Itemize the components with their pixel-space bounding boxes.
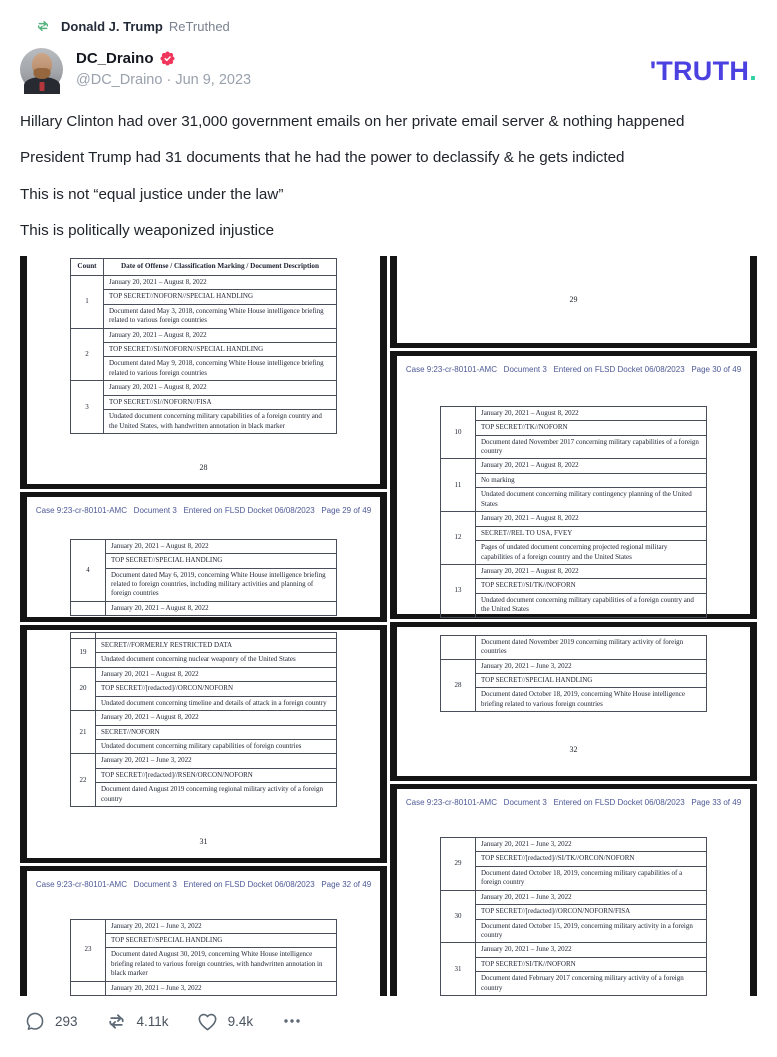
table-row xyxy=(441,674,707,688)
row-text: TOP SECRET//[redacted]//ORCON/NOFORN xyxy=(96,682,337,696)
post-paragraph: Hillary Clinton had over 31,000 government emails on her private email server & nothing happened xyxy=(20,113,685,130)
row-text: Undated document concerning military capabilities of a foreign country and the United States, with handwritten annotation in black marker xyxy=(104,410,337,434)
indictment-table xyxy=(440,635,707,713)
page-number: 28 xyxy=(199,462,208,472)
table-row xyxy=(71,981,337,995)
table-row xyxy=(441,541,707,565)
table-row xyxy=(71,568,337,601)
table-row xyxy=(441,579,707,593)
count-cell: 21 xyxy=(71,711,96,754)
count-cell: 20 xyxy=(71,667,96,710)
table-row xyxy=(441,943,707,957)
count-cell xyxy=(71,981,106,995)
count-cell: 13 xyxy=(441,564,476,617)
row-text: SECRET//FORMERLY RESTRICTED DATA xyxy=(96,638,337,652)
post-paragraph: This is not “equal justice under the law” xyxy=(20,185,284,203)
table-row xyxy=(71,667,337,681)
retruther-name: Donald J. Trump xyxy=(61,18,163,34)
row-text: TOP SECRET//SPECIAL HANDLING xyxy=(106,933,337,947)
row-text: No marking xyxy=(476,473,707,487)
document-image-l4[interactable] xyxy=(20,866,387,997)
table-row xyxy=(71,725,337,739)
retruth-button[interactable] xyxy=(105,1010,169,1033)
table-row xyxy=(71,290,337,304)
row-text: TOP SECRET//TK//NOFORN xyxy=(476,421,707,435)
row-text: TOP SECRET//SI//NOFORN//SPECIAL HANDLING xyxy=(104,343,337,357)
avatar[interactable] xyxy=(20,48,63,91)
retruth-count: 4.11k xyxy=(136,1013,169,1029)
table-row xyxy=(441,688,707,712)
table-row xyxy=(441,852,707,866)
row-text: TOP SECRET//SPECIAL HANDLING xyxy=(106,554,337,568)
table-row xyxy=(71,754,337,768)
row-text: January 20, 2021 – June 3, 2022 xyxy=(476,890,707,904)
indictment-table xyxy=(440,837,707,996)
table-row xyxy=(71,948,337,981)
ellipsis-icon xyxy=(280,1009,304,1033)
table-row xyxy=(441,564,707,578)
row-text: Document dated August 30, 2019, concerning White House intelligence briefing related to various foreign countries, with handwritten annotation in black marker xyxy=(106,948,337,981)
document-image-r4[interactable] xyxy=(390,784,757,996)
display-name[interactable]: DC_Draino xyxy=(76,50,154,67)
count-cell: 23 xyxy=(71,919,106,981)
table-row xyxy=(71,395,337,409)
row-text: SECRET//REL TO USA, FVEY xyxy=(476,526,707,540)
table-row xyxy=(441,421,707,435)
table-row xyxy=(71,554,337,568)
row-text: Document dated May 3, 2018, concerning White House intelligence briefing related to various foreign countries xyxy=(104,304,337,328)
retruth-icon xyxy=(35,18,51,34)
table-row xyxy=(71,653,337,667)
page-number: 31 xyxy=(199,836,208,846)
attachment-grid xyxy=(20,256,757,996)
page-number: 29 xyxy=(569,294,578,304)
row-text: TOP SECRET//SI//NOFORN//FISA xyxy=(104,395,337,409)
count-cell: 19 xyxy=(71,638,96,667)
indictment-table xyxy=(70,632,337,807)
row-text: TOP SECRET//SPECIAL HANDLING xyxy=(476,674,707,688)
row-text: January 20, 2021 – August 8, 2022 xyxy=(476,459,707,473)
row-text: TOP SECRET//[redacted]//ORCON/NOFORN/FISA xyxy=(476,905,707,919)
retruth-banner[interactable] xyxy=(35,0,757,34)
row-text: Undated document concerning military contingency planning of the United States xyxy=(476,488,707,512)
row-text: January 20, 2021 – June 3, 2022 xyxy=(476,837,707,851)
row-text: January 20, 2021 – August 8, 2022 xyxy=(104,381,337,395)
attachment-column xyxy=(20,256,387,996)
table-row xyxy=(441,488,707,512)
table-row xyxy=(71,783,337,807)
row-text: January 20, 2021 – August 8, 2022 xyxy=(106,601,337,615)
table-row xyxy=(71,696,337,710)
row-text: January 20, 2021 – August 8, 2022 xyxy=(96,667,337,681)
table-row xyxy=(441,659,707,673)
table-row xyxy=(71,768,337,782)
table-row xyxy=(441,837,707,851)
table-row xyxy=(441,435,707,459)
action-bar xyxy=(24,1009,757,1033)
count-cell: 22 xyxy=(71,754,96,807)
table-header-row xyxy=(71,259,337,276)
table-row xyxy=(441,905,707,919)
row-text: January 20, 2021 – August 8, 2022 xyxy=(96,711,337,725)
count-cell xyxy=(441,635,476,659)
row-text: Document dated November 2019 concerning military activity of foreign countries xyxy=(476,635,707,659)
table-row xyxy=(441,866,707,890)
reply-icon xyxy=(24,1010,46,1032)
ecf-stamp: Case 9:23-cr-80101-AMC Document 3 Entered on FLSD Docket 06/08/2023 Page 33 of 49 xyxy=(405,797,742,807)
row-text: January 20, 2021 – June 3, 2022 xyxy=(476,659,707,673)
row-text: Undated document concerning military capabilities of foreign countries xyxy=(96,739,337,753)
post-paragraph: This is politically weaponized injustice xyxy=(20,221,275,239)
more-options-button[interactable] xyxy=(280,1009,304,1033)
handle-and-date[interactable]: @DC_Draino · Jun 9, 2023 xyxy=(76,72,252,88)
row-text: Undated document concerning military capabilities of a foreign country and the United States xyxy=(476,593,707,617)
indictment-table xyxy=(70,919,337,997)
row-text: Document dated May 6, 2019, concerning White House intelligence briefing related to foreign countries, including military activities and planning of foreign countries xyxy=(106,568,337,601)
table-row xyxy=(441,526,707,540)
table-row xyxy=(441,919,707,943)
author-row xyxy=(20,48,757,91)
table-row xyxy=(441,512,707,526)
indictment-table xyxy=(440,406,707,618)
count-cell: 10 xyxy=(441,406,476,459)
row-text: TOP SECRET//[redacted]//SI/TK//ORCON/NOFORN xyxy=(476,852,707,866)
row-text: TOP SECRET//SI/TK//NOFORN xyxy=(476,957,707,971)
table-row xyxy=(71,328,337,342)
ecf-stamp: Case 9:23-cr-80101-AMC Document 3 Entered on FLSD Docket 06/08/2023 Page 32 of 49 xyxy=(35,879,372,889)
document-image-r2[interactable] xyxy=(390,351,757,619)
description-header: Date of Offense / Classification Marking / Document Description xyxy=(104,259,337,276)
count-cell: 12 xyxy=(441,512,476,565)
count-cell xyxy=(71,601,106,615)
row-text: Document dated November 2017 concerning military capabilities of a foreign country xyxy=(476,435,707,459)
table-row xyxy=(71,304,337,328)
count-cell: 30 xyxy=(441,890,476,943)
row-text: January 20, 2021 – August 8, 2022 xyxy=(476,564,707,578)
document-image-l2[interactable] xyxy=(20,492,387,622)
row-text: Document dated May 9, 2018, concerning White House intelligence briefing related to various foreign countries xyxy=(104,357,337,381)
row-text: TOP SECRET//[redacted]//RSEN/ORCON/NOFORN xyxy=(96,768,337,782)
post-paragraph: President Trump had 31 documents that he had the power to declassify & he gets indicted xyxy=(20,149,625,167)
row-text: January 20, 2021 – August 8, 2022 xyxy=(106,539,337,553)
row-text: Undated document concerning timeline and details of attack in a foreign country xyxy=(96,696,337,710)
row-text: January 20, 2021 – August 8, 2022 xyxy=(476,512,707,526)
table-row xyxy=(71,275,337,289)
ecf-stamp: Case 9:23-cr-80101-AMC Document 3 Entered on FLSD Docket 06/08/2023 Page 30 of 49 xyxy=(405,364,742,374)
row-text: Pages of undated document concerning projected regional military capabilities of a foreign country and the United States xyxy=(476,541,707,565)
retruth-icon xyxy=(105,1010,128,1033)
row-text: TOP SECRET//SI/TK//NOFORN xyxy=(476,579,707,593)
like-button[interactable] xyxy=(196,1010,254,1033)
document-image-r1[interactable] xyxy=(390,256,757,348)
count-cell: 11 xyxy=(441,459,476,512)
count-cell: 29 xyxy=(441,837,476,890)
table-row xyxy=(71,711,337,725)
row-text: January 20, 2021 – August 8, 2022 xyxy=(104,328,337,342)
reply-button[interactable] xyxy=(24,1010,78,1032)
table-row xyxy=(71,343,337,357)
row-text: January 20, 2021 – August 8, 2022 xyxy=(104,275,337,289)
table-row xyxy=(71,381,337,395)
row-text: SECRET//NOFORN xyxy=(96,725,337,739)
row-text: January 20, 2021 – August 8, 2022 xyxy=(476,406,707,420)
table-row xyxy=(441,972,707,996)
table-row xyxy=(441,459,707,473)
table-row xyxy=(71,601,337,615)
count-cell: 4 xyxy=(71,539,106,601)
row-text: TOP SECRET//NOFORN//SPECIAL HANDLING xyxy=(104,290,337,304)
row-text: Undated document concerning nuclear weaponry of the United States xyxy=(96,653,337,667)
document-image-r3[interactable] xyxy=(390,622,757,781)
page-number: 32 xyxy=(569,744,578,754)
document-image-l3[interactable] xyxy=(20,625,387,863)
count-cell: 2 xyxy=(71,328,104,381)
table-row xyxy=(441,957,707,971)
row-text: January 20, 2021 – June 3, 2022 xyxy=(106,981,337,995)
post-text xyxy=(20,111,757,241)
table-row xyxy=(71,357,337,381)
table-row xyxy=(441,473,707,487)
row-text: Document dated October 18, 2019, concerning White House intelligence briefing related to various foreign countries xyxy=(476,688,707,712)
table-row xyxy=(71,410,337,434)
row-text: January 20, 2021 – June 3, 2022 xyxy=(96,754,337,768)
indictment-table xyxy=(70,539,337,617)
row-text: Document dated August 2019 concerning regional military activity of a foreign country xyxy=(96,783,337,807)
reply-count: 293 xyxy=(55,1013,78,1029)
row-text: January 20, 2021 – June 3, 2022 xyxy=(476,943,707,957)
table-row xyxy=(71,539,337,553)
table-row xyxy=(71,739,337,753)
table-row xyxy=(71,682,337,696)
row-text: Document dated February 2017 concerning military activity of a foreign country xyxy=(476,972,707,996)
heart-icon xyxy=(196,1010,219,1033)
document-image-l1[interactable] xyxy=(20,256,387,489)
count-cell: 3 xyxy=(71,381,104,434)
table-row xyxy=(441,635,707,659)
truth-logo: 'TRUTH. xyxy=(649,56,757,86)
indictment-table xyxy=(70,258,337,434)
row-text: Document dated October 15, 2019, concerning military activity in a foreign country xyxy=(476,919,707,943)
table-row xyxy=(71,933,337,947)
table-row xyxy=(441,890,707,904)
like-count: 9.4k xyxy=(227,1013,254,1029)
retruth-action-label: ReTruthed xyxy=(168,18,230,34)
verified-badge-icon xyxy=(160,51,175,66)
attachment-column xyxy=(390,256,757,996)
count-cell: 31 xyxy=(441,943,476,996)
count-header: Count xyxy=(71,259,104,276)
table-row xyxy=(441,406,707,420)
count-cell: 1 xyxy=(71,275,104,328)
ecf-stamp: Case 9:23-cr-80101-AMC Document 3 Entered on FLSD Docket 06/08/2023 Page 29 of 49 xyxy=(35,505,372,515)
table-row xyxy=(441,593,707,617)
row-text: January 20, 2021 – June 3, 2022 xyxy=(106,919,337,933)
table-row xyxy=(71,638,337,652)
count-cell: 28 xyxy=(441,659,476,712)
row-text: Document dated October 18, 2019, concerning military capabilities of a foreign country xyxy=(476,866,707,890)
table-row xyxy=(71,919,337,933)
